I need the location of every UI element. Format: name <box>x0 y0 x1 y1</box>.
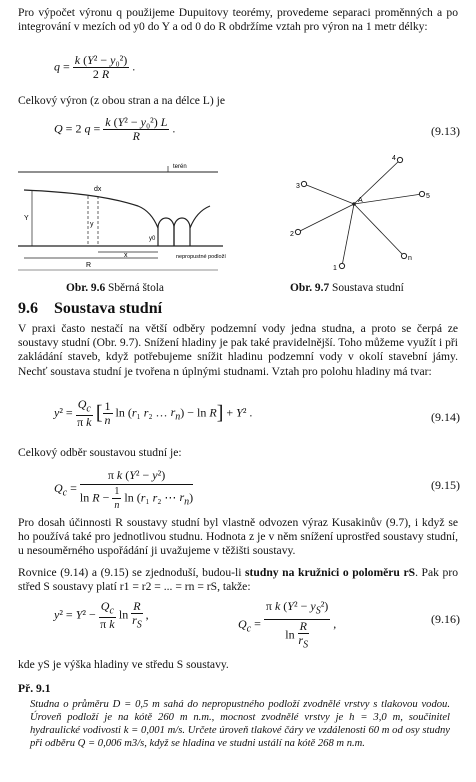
equation-number-9-15: (9.15) <box>431 478 460 492</box>
label-well-1: 1 <box>333 265 337 272</box>
label-dx: dx <box>94 186 102 193</box>
label-Y: Y <box>24 215 29 222</box>
equation-number-9-13: (9.13) <box>431 124 460 138</box>
equation-9-14: y² = $\frac{Q_c}{\text{π k}}$ [ $\frac{1}{n}$ ln (r₁ r₂ … $r_n) - \ln R] + Y^2$ . <box>54 397 253 430</box>
section-heading: 9.6 Soustava studní <box>18 300 163 317</box>
section-paragraph-4: Rovnice (9.14) a (9.15) se zjednoduší, budou-li studny na kružnici o poloměru rS. Pak pro střed S soustavy platí r1 = r2 = ... = rn = rS, takže: <box>18 566 458 594</box>
equation-9-13: Q = 2 q = $\frac{\text{k (Y² − y₀²) L}}{R}$ . <box>54 115 176 143</box>
section-paragraph-2: Celkový odběr soustavou studní je: <box>18 446 182 459</box>
intro-paragraph-2: Celkový výron (z obou stran a na délce L) je <box>18 94 226 107</box>
fig-9-7-caption: Obr. 9.7 Soustava studní <box>290 282 404 294</box>
label-y: y <box>90 221 94 228</box>
fig-9-6-caption: Obr. 9.6 Sběrná štola <box>66 282 164 294</box>
label-y0: y0 <box>149 236 156 242</box>
equation-9-16a: y² = Y² − $\frac{Q_c}{\text{π k}}$ ln $\frac{R}{r_S}$ , <box>54 599 149 632</box>
label-teren: terén <box>173 164 187 170</box>
equation-q: q = $\frac{\text{k (Y² − y₀²)}}{2 R}$ . <box>54 53 136 81</box>
equation-9-16b: $Q_c$ = π k $(Y^2 - y_S^2)$ ln $\frac{R}{r_S}$ , <box>238 599 337 651</box>
label-R: R <box>86 262 92 269</box>
equation-number-9-16: (9.16) <box>431 612 460 626</box>
equation-number-9-14: (9.14) <box>431 410 460 424</box>
figure-collection-gallery <box>18 158 228 278</box>
label-well-2: 2 <box>290 231 294 238</box>
figure-well-system <box>282 148 442 278</box>
label-well-3: 3 <box>296 183 300 190</box>
equation-9-15: $Q_c$ = π k (Y² − y²) ln R − $\frac{1}{n}$ ln (r₁ r₂ ⋯ $r_n$) <box>54 468 194 511</box>
label-well-n: n <box>408 255 412 262</box>
section-paragraph-1: V praxi často nestačí na větší odběry podzemní vody jedna studna, a proto se čerpá ze soustavy studní (Obr. 9.7). Snížení hladiny je pak také pravidelnější. Toho můžeme využít i při zakládání staveb, když potřebujeme snížit hladinu podzemní vody v okolí stavební jámy. Nechť soustava studní je tvořena n úplnými studnami. Vztah pro polohu hladiny má tvar: <box>18 322 458 378</box>
label-well-4: 4 <box>392 155 396 162</box>
label-well-5: 5 <box>426 193 430 200</box>
section-paragraph-3: Pro dosah účinnosti R soustavy studní byl vlastně odvozen výraz Kusakinův (9.7), i když se ho používá také pro jednotlivou studnu. Hodnota z je v něm snížení uprostřed soustavy studní, u nesouměrného uspořádání ji uvažujeme v těžišti soustavy. <box>18 516 458 558</box>
intro-paragraph: Pro výpočet výronu q použijeme Dupuitovy teorémy, provedeme separaci proměnných a po integrování v mezích od y0 do Y a od 0 do R obdržíme vztah pro výron na 1 metr délky: <box>18 6 458 34</box>
label-podlozi: nepropustné podloží <box>176 254 226 260</box>
label-x: x <box>124 252 128 259</box>
section-paragraph-5: kde yS je výška hladiny ve středu S soustavy. <box>18 658 229 671</box>
example-text: Studna o průměru D = 0,5 m sahá do nepropustného podloží zvodnělé vrstvy s tlakovou vodou. Úroveň podloží je na kótě 260 m n.m., mocnost zvodnělé vrstvy je h = 3,0 m, součinitel hydraulické vodivosti k = 0,001 m/s. Určete úroveň tlakové čáry ve vzdálenosti 60 m od osy studny při odběru Q = 0,006 m3/s, když se hladina ve studni ustálí na kótě 268 m n.m. <box>30 699 450 749</box>
label-A: A <box>358 197 363 204</box>
example-heading: Př. 9.1 <box>18 682 51 695</box>
